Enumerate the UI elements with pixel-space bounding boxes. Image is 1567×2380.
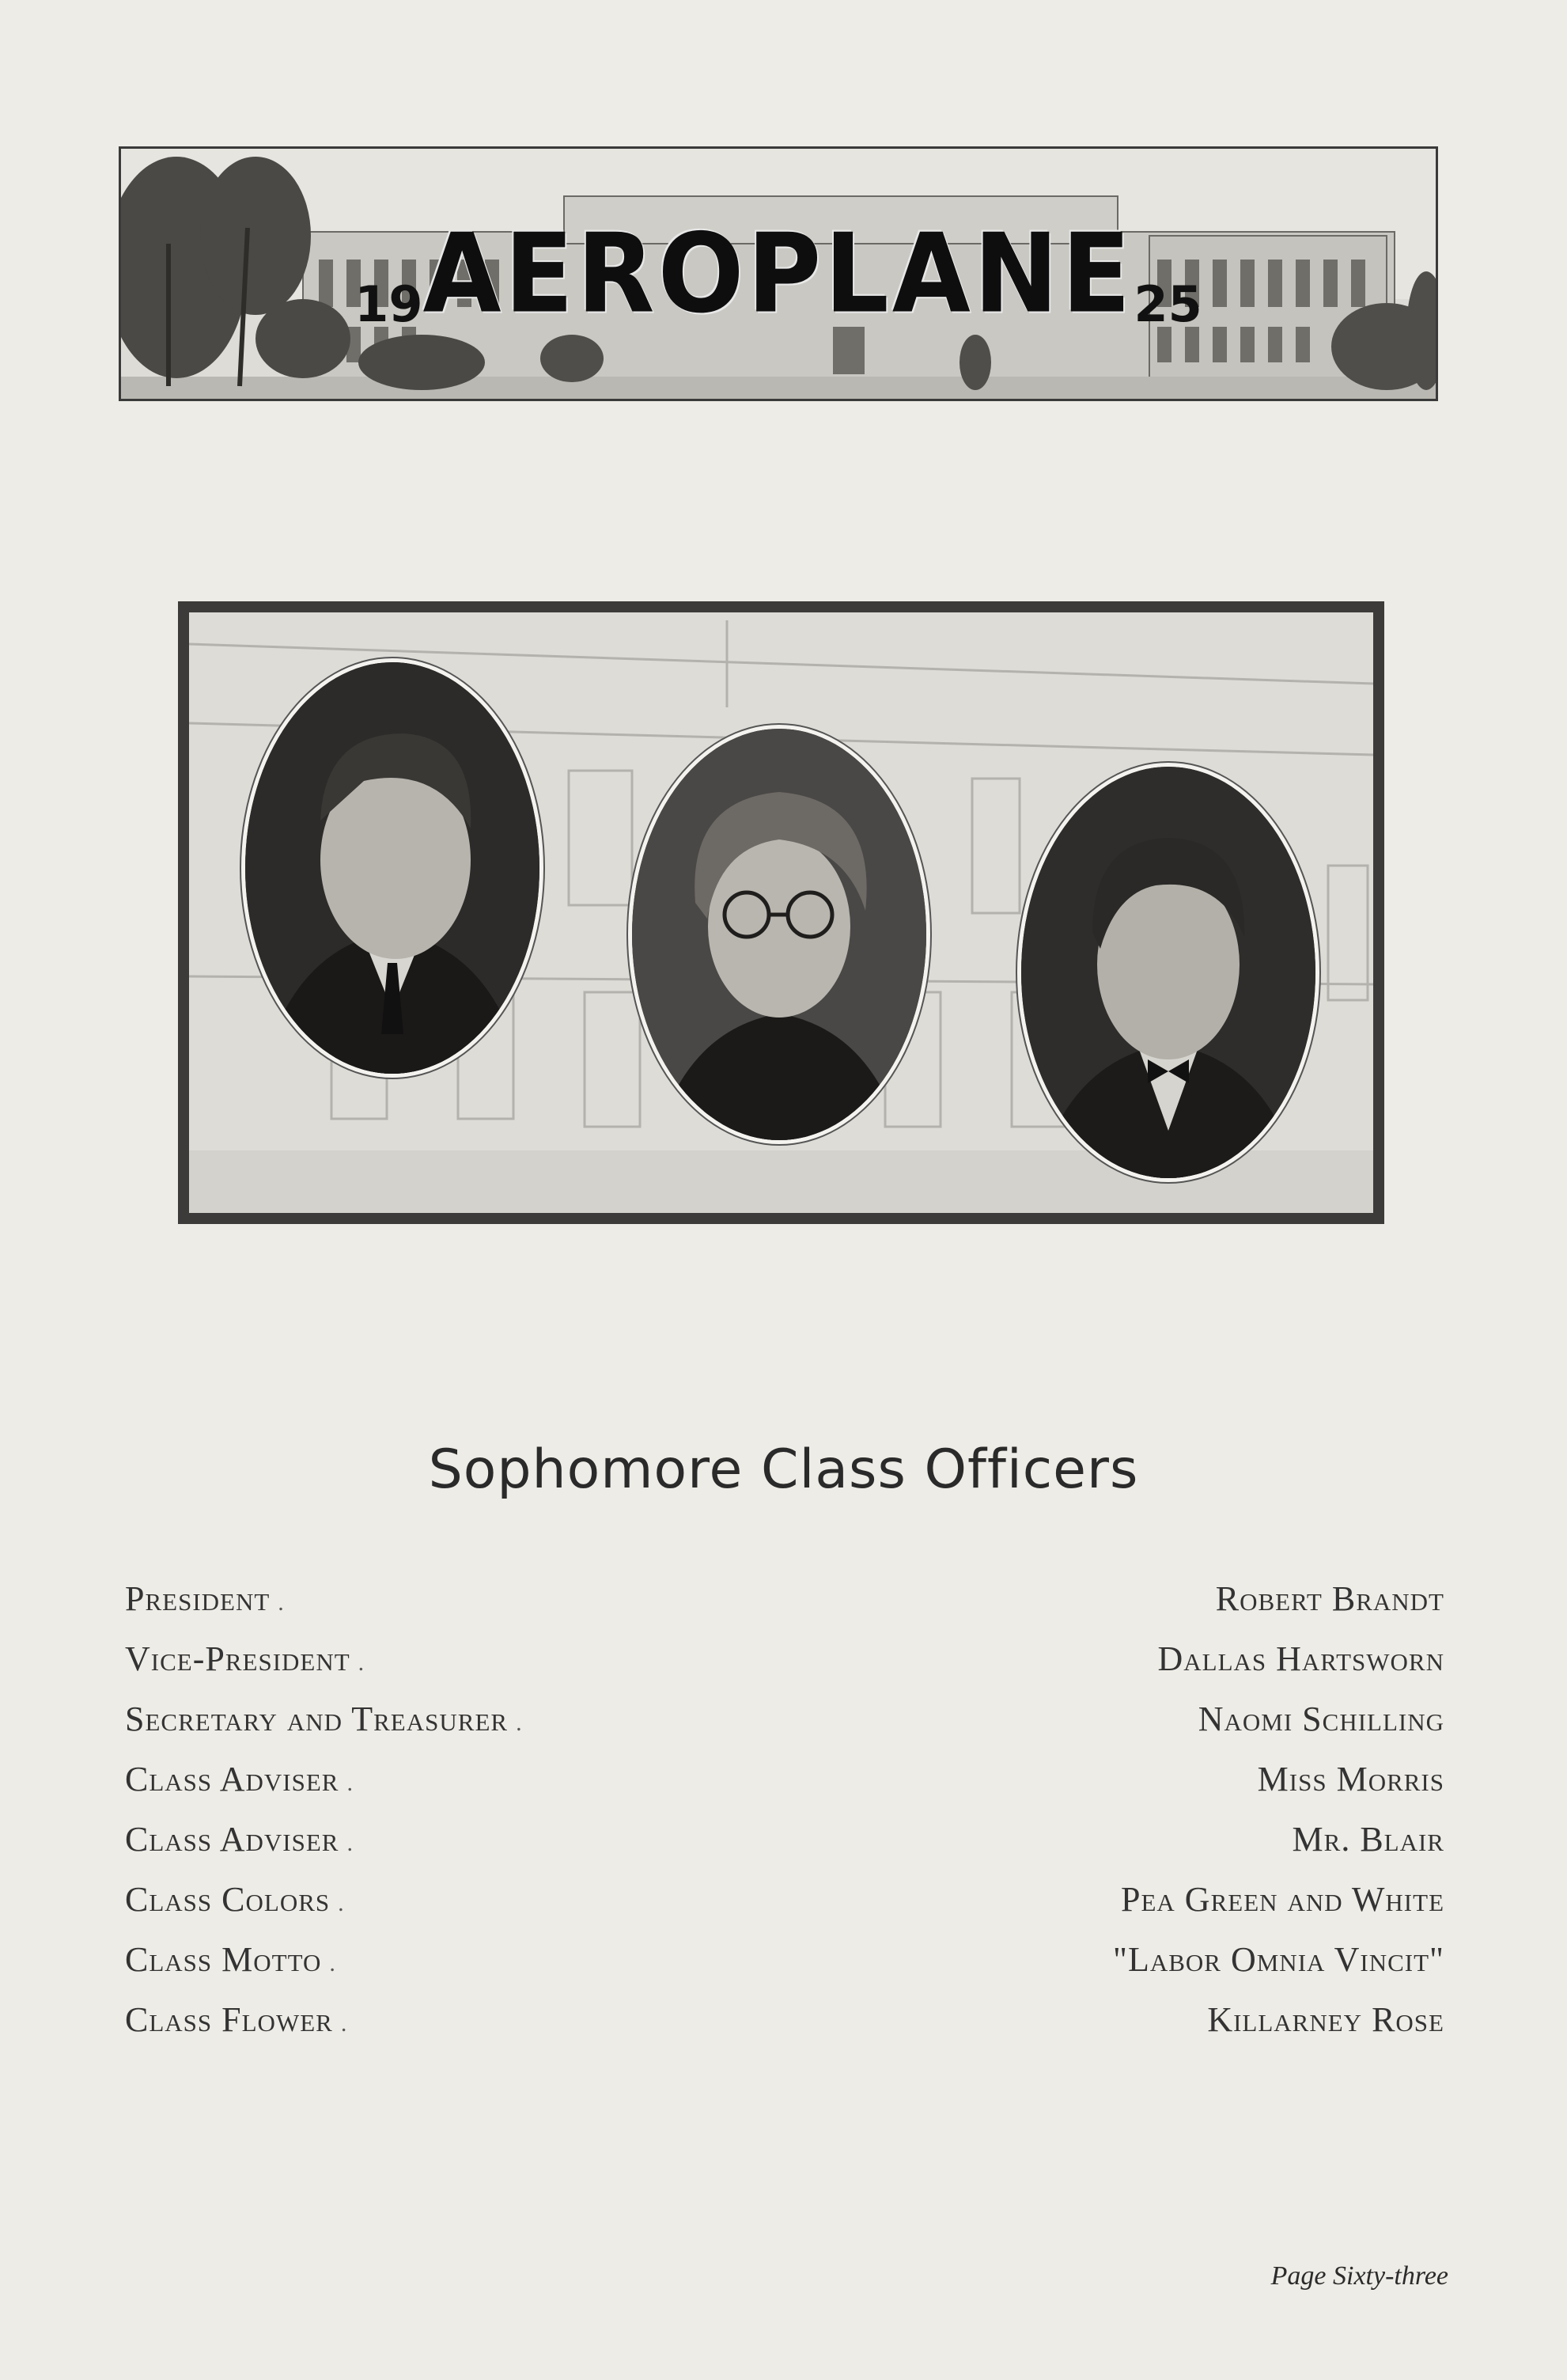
portrait-man-photo bbox=[245, 662, 539, 1074]
officer-name: Pea Green and White bbox=[1121, 1880, 1444, 1919]
officer-name: Dallas Hartsworn bbox=[1157, 1639, 1444, 1678]
dot-leader bbox=[329, 1950, 1102, 1977]
officer-name: Robert Brandt bbox=[1215, 1579, 1444, 1618]
officer-name: Miss Morris bbox=[1257, 1760, 1444, 1798]
officer-name: Naomi Schilling bbox=[1198, 1700, 1444, 1738]
officer-role: Class Adviser bbox=[125, 1820, 339, 1859]
officer-role: Secretary and Treasurer bbox=[125, 1700, 509, 1738]
officer-name: Mr. Blair bbox=[1292, 1820, 1444, 1859]
portrait-woman-photo bbox=[632, 729, 926, 1140]
list-item bbox=[125, 1879, 1444, 1939]
dot-leader bbox=[341, 2010, 1197, 2037]
officer-role: Vice-President bbox=[125, 1639, 350, 1678]
officer-name: Killarney Rose bbox=[1207, 2000, 1444, 2039]
dot-leader bbox=[338, 1890, 1110, 1917]
officer-role: Class Colors bbox=[125, 1880, 331, 1919]
list-item bbox=[125, 1578, 1444, 1639]
list-item bbox=[125, 1759, 1444, 1819]
list-item bbox=[125, 1939, 1444, 1999]
list-item bbox=[125, 1999, 1444, 2060]
officer-role: President bbox=[125, 1579, 271, 1618]
portrait-president bbox=[241, 658, 543, 1078]
portrait-man-photo-2 bbox=[1021, 767, 1315, 1178]
banner-title bbox=[121, 149, 1436, 399]
officer-photo-panel bbox=[178, 601, 1384, 1224]
dot-leader bbox=[346, 1770, 1246, 1797]
list-item bbox=[125, 1699, 1444, 1759]
list-item bbox=[125, 1819, 1444, 1879]
portrait-vice-president bbox=[1017, 763, 1319, 1182]
dot-leader bbox=[358, 1650, 1147, 1677]
banner-year-right: 25 bbox=[1134, 275, 1202, 333]
officer-role: Class Motto bbox=[125, 1940, 322, 1979]
list-item bbox=[125, 1639, 1444, 1699]
banner-title-word: AEROPLANE bbox=[422, 210, 1134, 338]
officer-name: "Labor Omnia Vincit" bbox=[1113, 1940, 1444, 1979]
officers-list bbox=[125, 1578, 1444, 2060]
header-banner bbox=[119, 146, 1438, 401]
page-title: Sophomore Class Officers bbox=[428, 1438, 1139, 1501]
dot-leader bbox=[516, 1710, 1187, 1737]
page-number: Page Sixty-three bbox=[1270, 2261, 1448, 2291]
portrait-secretary bbox=[628, 725, 930, 1144]
officer-role: Class Adviser bbox=[125, 1760, 339, 1798]
dot-leader bbox=[346, 1830, 1281, 1857]
dot-leader bbox=[278, 1590, 1204, 1616]
banner-year-left: 19 bbox=[354, 275, 423, 333]
officer-role: Class Flower bbox=[125, 2000, 333, 2039]
